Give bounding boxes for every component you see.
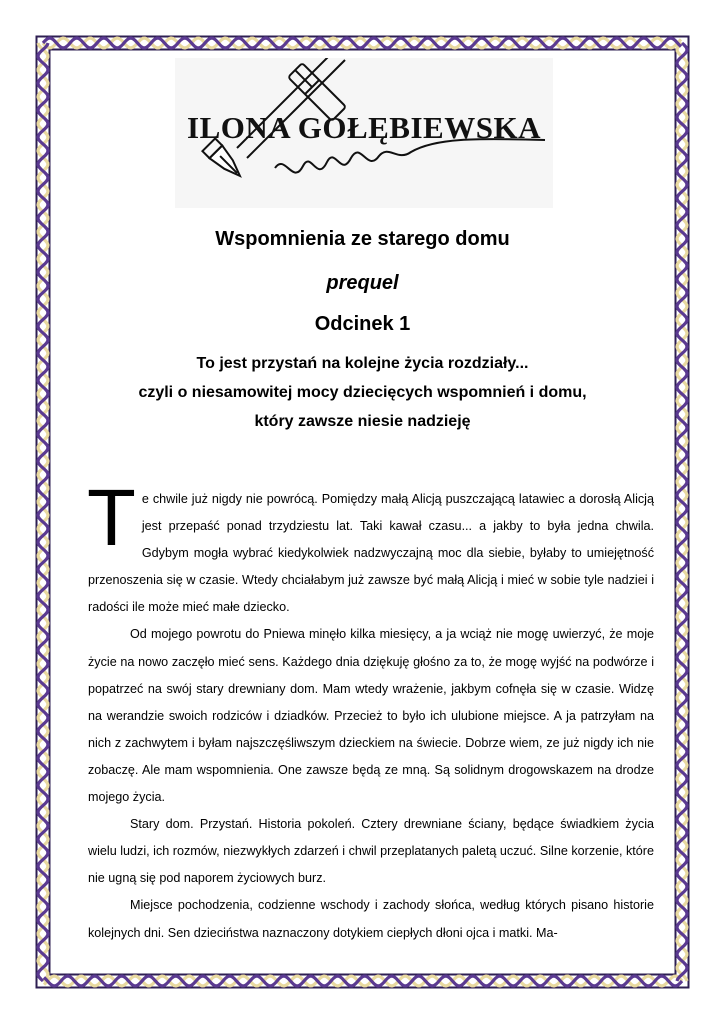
border-wave xyxy=(677,43,687,981)
border-wave xyxy=(38,43,48,981)
heading-line: To jest przystań na kolejne życia rozdziały... xyxy=(196,355,529,372)
heading-line: który zawsze niesie nadzieję xyxy=(254,413,471,430)
title-block xyxy=(60,226,665,436)
border-wave xyxy=(44,976,682,986)
paragraph: Od mojego powrotu do Pniewa minęło kilka miesięcy, a ja wciąż nie mogę uwierzyć, że moje życie na nowo zaczęło mieć sens. Każdego dnia dziękuję głośno za to, że mogę wyjść na podwórze i popatrzeć na swój stary drewniany dom. Mam wtedy wrażenie, jakbym cofnęła się w czasie. Widzę na werandzie swoich rodziców i dziadków. Przecież to było ich ulubione miejsce. A ja patrzyłam na nich z zachwytem i byłam najszczęśliwszym dzieckiem na świecie. Dobrze wiem, ze już nigdy ich nie zobaczę. Ale mam wspomnienia. One zawsze będą ze mną. Są solidnym drogowskazem na drodze mojego życia. xyxy=(88,627,654,805)
document-subtitle: prequel xyxy=(326,272,399,294)
article-body xyxy=(87,473,654,947)
episode-label: Odcinek 1 xyxy=(314,313,411,335)
drop-cap: T xyxy=(87,473,136,562)
border-wave xyxy=(43,38,681,48)
author-logo xyxy=(175,58,553,208)
heading-line: czyli o niesamowitej mocy dziecięcych wspomnień i domu, xyxy=(138,384,587,401)
border-wave xyxy=(44,976,682,986)
border-wave xyxy=(677,43,687,981)
border-wave xyxy=(43,38,681,48)
author-name: ILONA GOŁĘBIEWSKA xyxy=(187,110,541,145)
border-wave xyxy=(38,43,48,981)
paragraph: Stary dom. Przystań. Historia pokoleń. Cztery drewniane ściany, będące świadkiem życia wielu ludzi, ich rozmów, niezwykłych zdarzeń i chwil przeplatanych paletą uczuć. Silne korzenie, które nie ugną się pod naporem życiowych burz. xyxy=(88,817,654,886)
document-title: Wspomnienia ze starego domu xyxy=(215,228,510,250)
paragraph xyxy=(87,473,654,621)
paragraph-text: e chwile już nigdy nie powrócą. Pomiędzy małą Alicją puszczającą latawiec a dorosłą Alicją jest przepaść ponad trzydziestu lat. Taki kawał czasu... a jakby to była jedna chwila. Gdybym mogła wybrać kiedykolwiek nadzwyczajną moc dla siebie, byłaby to umiejętność przenoszenia się w czasie. Wtedy chciałabym już zawsze być małą Alicją i mieć w sobie tyle nadziei i radości ile może mieć małe dziecko. xyxy=(88,492,654,615)
paragraph: Miejsce pochodzenia, codzienne wschody i zachody słońca, według których pisano historie kolejnych dni. Sen dzieciństwa naznaczony dotykiem ciepłych dłoni ojca i matki. Ma- xyxy=(88,898,654,940)
